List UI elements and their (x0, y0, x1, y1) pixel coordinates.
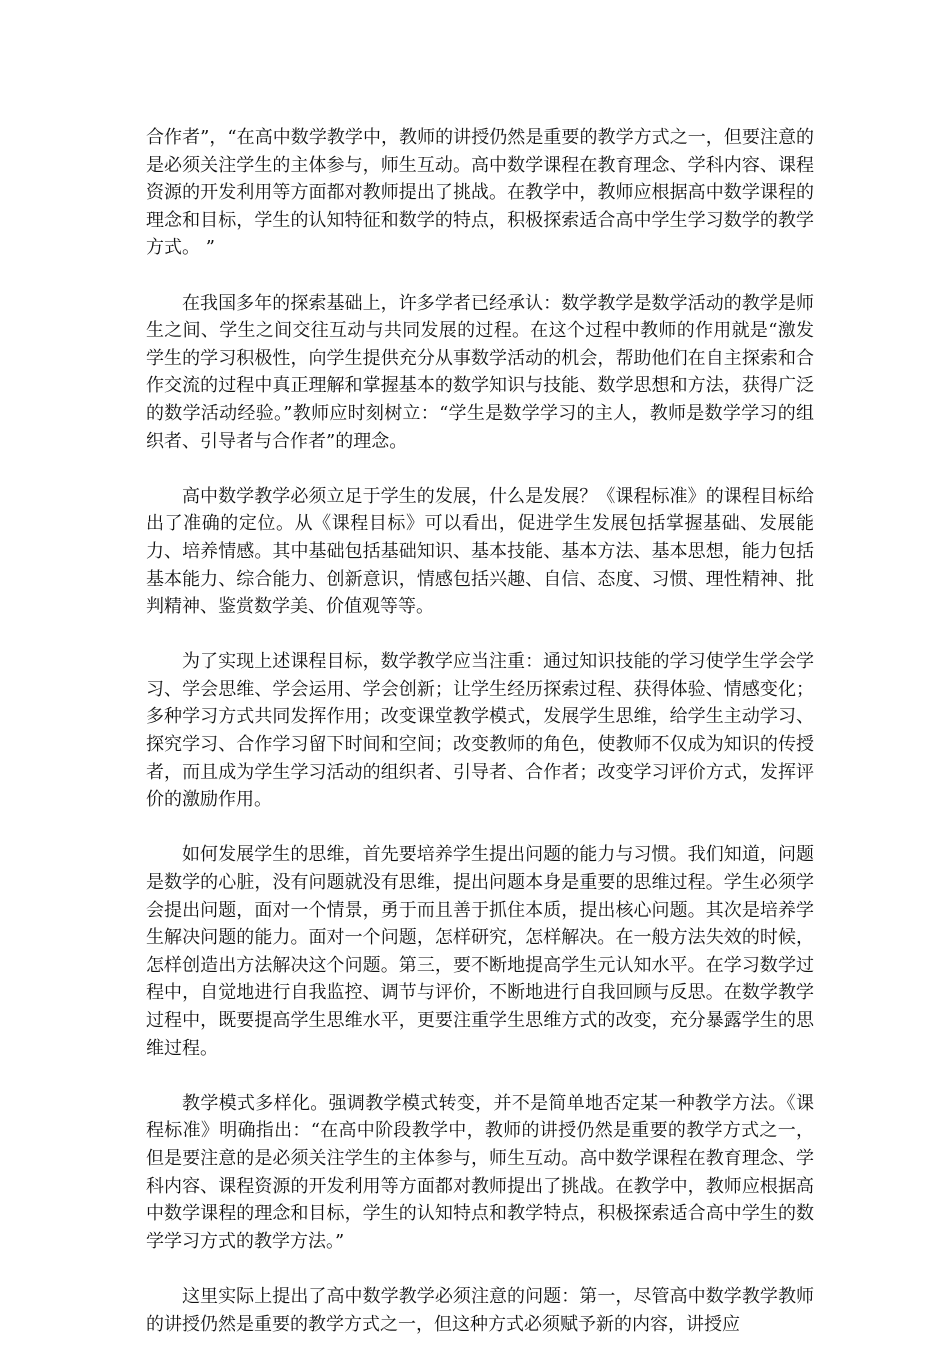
paragraph-7: 这里实际上提出了高中数学教学必须注意的问题：第一，尽管高中数学教学教师的讲授仍然是重要的教学方式之一，但这种方式必须赋予新的内容，讲授应 (146, 1285, 814, 1335)
paragraph-6: 教学模式多样化。强调教学模式转变，并不是简单地否定某一种教学方法。《课程标准》明确指出：“在高中阶段教学中，教师的讲授仍然是重要的教学方式之一，但是要注意的是必须关注学生的主体参与，师生互动。高中数学课程在教育理念、学科内容、课程资源的开发利用等方面都对教师提出了挑战。在教学中，教师应根据高中数学课程的理念和目标，学生的认知特点和教学特点，积极探索适合高中学生的数学学习方式的教学方法。” (146, 1092, 814, 1252)
paragraph-1: 合作者”，“在高中数学教学中，教师的讲授仍然是重要的教学方式之一，但要注意的是必须关注学生的主体参与，师生互动。高中数学课程在教育理念、学科内容、课程资源的开发利用等方面都对教师提出了挑战。在教学中，教师应根据高中数学课程的理念和目标，学生的认知特征和数学的特点，积极探索适合高中学生学习数学的教学方式。 ” (146, 127, 814, 259)
paragraph-5: 如何发展学生的思维，首先要培养学生提出问题的能力与习惯。我们知道，问题是数学的心脏，没有问题就没有思维，提出问题本身是重要的思维过程。学生必须学会提出问题，面对一个情景，勇于而且善于抓住本质，提出核心问题。其次是培养学生解决问题的能力。面对一个问题，怎样研究，怎样解决。在一般方法失效的时候，怎样创造出方法解决这个问题。第三，要不断地提高学生元认知水平。在学习数学过程中，自觉地进行自我监控、调节与评价，不断地进行自我回顾与反思。在数学教学过程中，既要提高学生思维水平，更要注重学生思维方式的改变，充分暴露学生的思维过程。 (146, 844, 814, 1059)
paragraph-3: 高中数学教学必须立足于学生的发展，什么是发展？《课程标准》的课程目标给出了准确的定位。从《课程目标》可以看出，促进学生发展包括掌握基础、发展能力、培养情感。其中基础包括基础知识、基本技能、基本方法、基本思想，能力包括基本能力、综合能力、创新意识，情感包括兴趣、自信、态度、习惯、理性精神、批判精神、鉴赏数学美、价值观等等。 (146, 485, 814, 618)
paragraph-4: 为了实现上述课程目标，数学教学应当注重：通过知识技能的学习使学生学会学习、学会思维、学会运用、学会创新；让学生经历探索过程、获得体验、情感变化；多种学习方式共同发挥作用；改变课堂教学模式，发展学生思维，给学生主动学习、探究学习、合作学习留下时间和空间；改变教师的角色，使教师不仅成为知识的传授者，而且成为学生学习活动的组织者、引导者、合作者；改变学习评价方式，发挥评价的激励作用。 (146, 651, 814, 811)
paragraph-2: 在我国多年的探索基础上，许多学者已经承认：数学教学是数学活动的教学是师生之间、学生之间交往互动与共同发展的过程。在这个过程中教师的作用就是“激发学生的学习积极性，向学生提供充分从事数学活动的机会，帮助他们在自主探索和合作交流的过程中真正理解和掌握基本的数学知识与技能、数学思想和方法，获得广泛的数学活动经验。”教师应时刻树立：“学生是数学学习的主人，教师是数学学习的组织者、引导者与合作者”的理念。 (146, 292, 814, 452)
document-body (146, 124, 814, 1366)
